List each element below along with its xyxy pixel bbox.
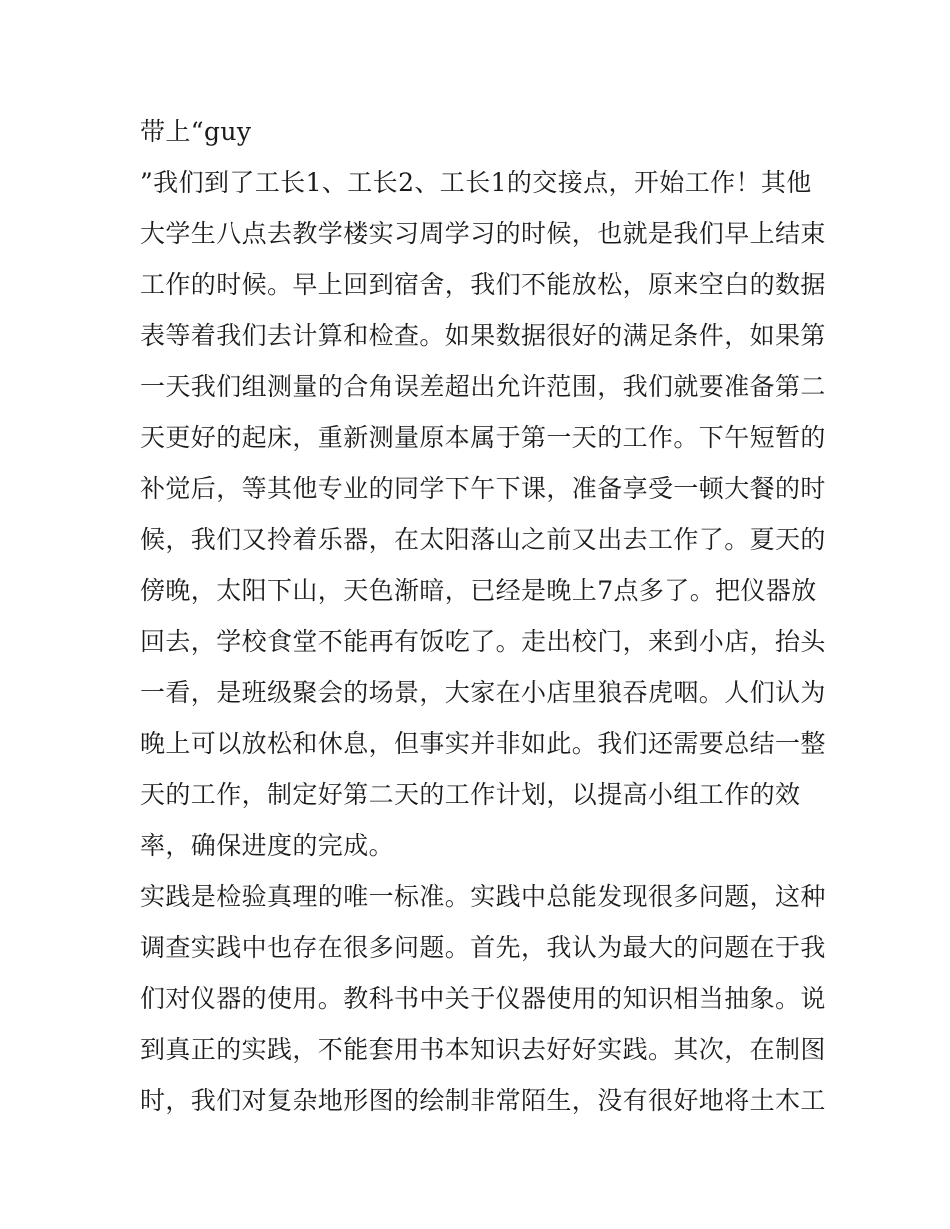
text-line-18: 们对仪器的使用。教科书中关于仪器使用的知识相当抽象。说 bbox=[140, 984, 826, 1013]
text-line-15: 率，确保进度的完成。 bbox=[140, 831, 395, 860]
text-line-12: 一看，是班级聚会的场景，大家在小店里狼吞虎咽。人们认为 bbox=[140, 678, 826, 707]
text-line-3: 大学生八点去教学楼实习周学习的时候，也就是我们早上结束 bbox=[140, 219, 826, 248]
text-line-2: ”我们到了工长1、工长2、工长1的交接点，开始工作！其他 bbox=[140, 168, 812, 197]
text-line-10: 傍晚，太阳下山，天色渐暗，已经是晚上7点多了。把仪器放 bbox=[140, 576, 817, 605]
text-line-11: 回去，学校食堂不能再有饭吃了。走出校门，来到小店，抬头 bbox=[140, 627, 826, 656]
text-line-1: 带上“guy bbox=[140, 117, 252, 146]
text-line-5: 表等着我们去计算和检查。如果数据很好的满足条件，如果第 bbox=[140, 321, 826, 350]
text-line-9: 候，我们又拎着乐器，在太阳落山之前又出去工作了。夏天的 bbox=[140, 525, 826, 554]
text-line-14: 天的工作，制定好第二天的工作计划，以提高小组工作的效 bbox=[140, 780, 801, 809]
text-line-7: 天更好的起床，重新测量原本属于第一天的工作。下午短暂的 bbox=[140, 423, 826, 452]
body-text bbox=[140, 112, 826, 1132]
text-line-20: 时，我们对复杂地形图的绘制非常陌生，没有很好地将土木工 bbox=[140, 1086, 826, 1115]
text-line-8: 补觉后，等其他专业的同学下午下课，准备享受一顿大餐的时 bbox=[140, 474, 826, 503]
text-line-6: 一天我们组测量的合角误差超出允许范围，我们就要准备第二 bbox=[140, 372, 826, 401]
text-line-16: 实践是检验真理的唯一标准。实践中总能发现很多问题，这种 bbox=[140, 882, 826, 911]
text-line-4: 工作的时候。早上回到宿舍，我们不能放松，原来空白的数据 bbox=[140, 270, 826, 299]
text-line-17: 调查实践中也存在很多问题。首先，我认为最大的问题在于我 bbox=[140, 933, 826, 962]
text-line-13: 晚上可以放松和休息，但事实并非如此。我们还需要总结一整 bbox=[140, 729, 826, 758]
text-line-19: 到真正的实践，不能套用书本知识去好好实践。其次，在制图 bbox=[140, 1035, 826, 1064]
